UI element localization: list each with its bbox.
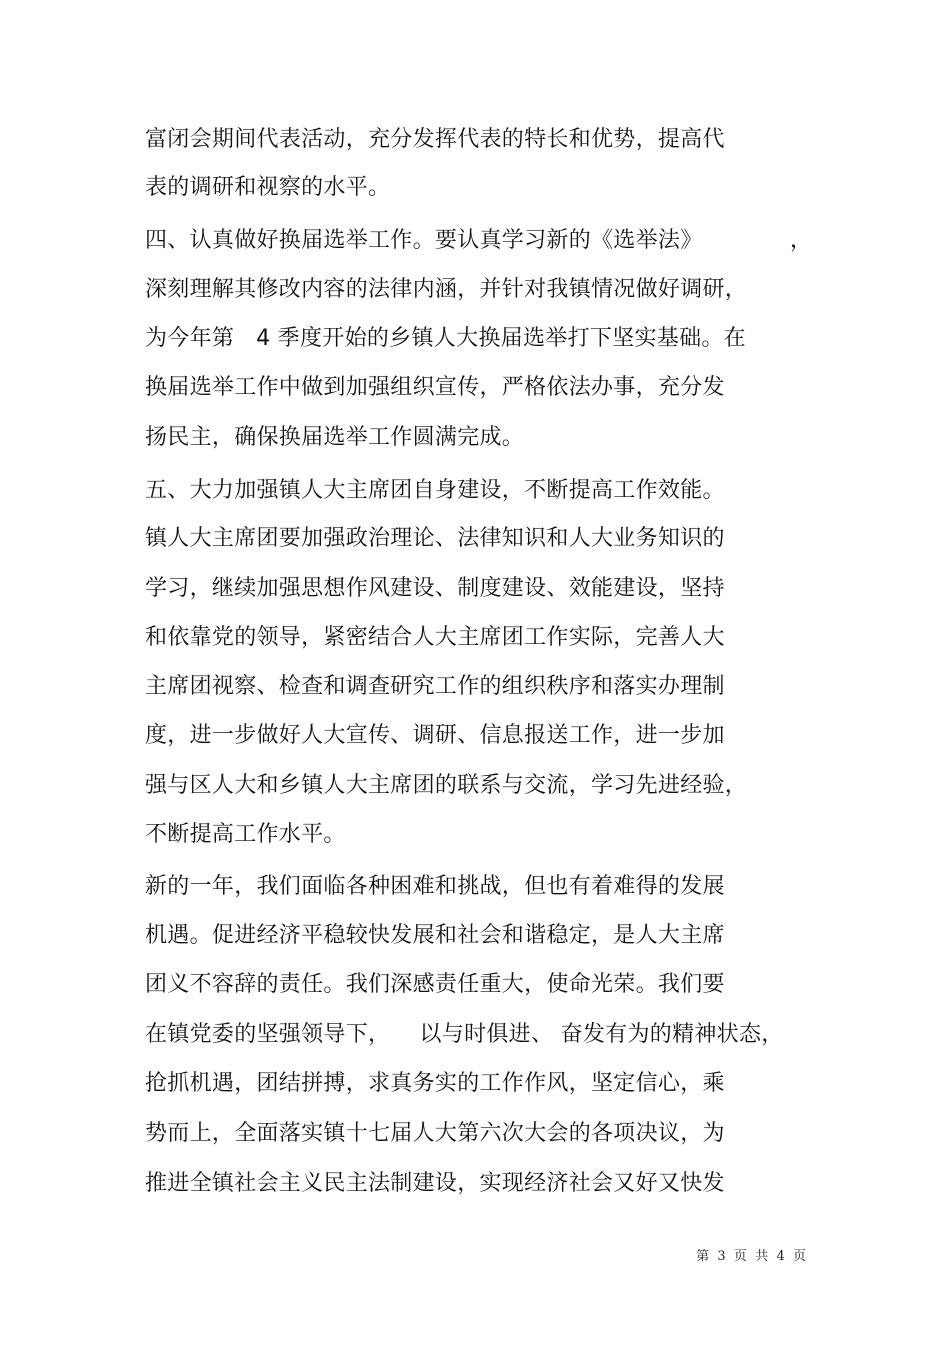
text-line: 不断提高工作水平。 (145, 822, 346, 847)
text-line: 抢抓机遇，团结拼搏，求真务实的工作作风，坚定信心，乘 (145, 1071, 725, 1096)
text-line: 富闭会期间代表活动，充分发挥代表的特长和优势，提高代 (145, 127, 725, 152)
text-line: 四、认真做好换届选举工作。要认真学习新的《选举法》 ， (145, 228, 813, 253)
text-line: 在镇党委的坚强领导下， 以与时俱进、 奋发有为的精神状态， (145, 1022, 784, 1047)
text-line: 强与区人大和乡镇人大主席团的联系与交流，学习先进经验， (145, 773, 748, 798)
text-line: 深刻理解其修改内容的法律内涵，并针对我镇情况做好调研， (145, 277, 748, 302)
text-line: 度，进一步做好人大宣传、调研、信息报送工作，进一步加 (145, 723, 725, 748)
text-line: 扬民主，确保换届选举工作圆满完成。 (145, 425, 525, 450)
text-line: 镇人大主席团要加强政治理论、法律知识和人大业务知识的 (145, 526, 725, 551)
text-line: 表的调研和视察的水平。 (145, 175, 391, 200)
text-line: 主席团视察、检查和调查研究工作的组织秩序和落实办理制 (145, 674, 725, 699)
text-line: 学习，继续加强思想作风建设、制度建设、效能建设，坚持 (145, 576, 725, 601)
text-line: 势而上，全面落实镇十七届人大第六次大会的各项决议，为 (145, 1121, 725, 1146)
text-line: 五、大力加强镇人大主席团自身建设，不断提高工作效能。 (145, 478, 725, 503)
text-line: 换届选举工作中做到加强组织宣传，严格依法办事，充分发 (145, 375, 725, 400)
text-line: 新的一年，我们面临各种困难和挑战，但也有着难得的发展 (145, 874, 725, 899)
text-line: 推进全镇社会主义民主法制建设，实现经济社会又好又快发 (145, 1171, 725, 1196)
text-line: 为今年第 4 季度开始的乡镇人大换届选举打下坚实基础。在 (145, 326, 746, 351)
text-line: 机遇。促进经济平稳较快发展和社会和谐稳定，是人大主席 (145, 923, 725, 948)
text-line: 和依靠党的领导，紧密结合人大主席团工作实际，完善人大 (145, 625, 725, 650)
text-line: 团义不容辞的责任。我们深感责任重大，使命光荣。我们要 (145, 972, 725, 997)
page-number-footer: 第 3 页 共 4 页 (696, 1249, 806, 1264)
